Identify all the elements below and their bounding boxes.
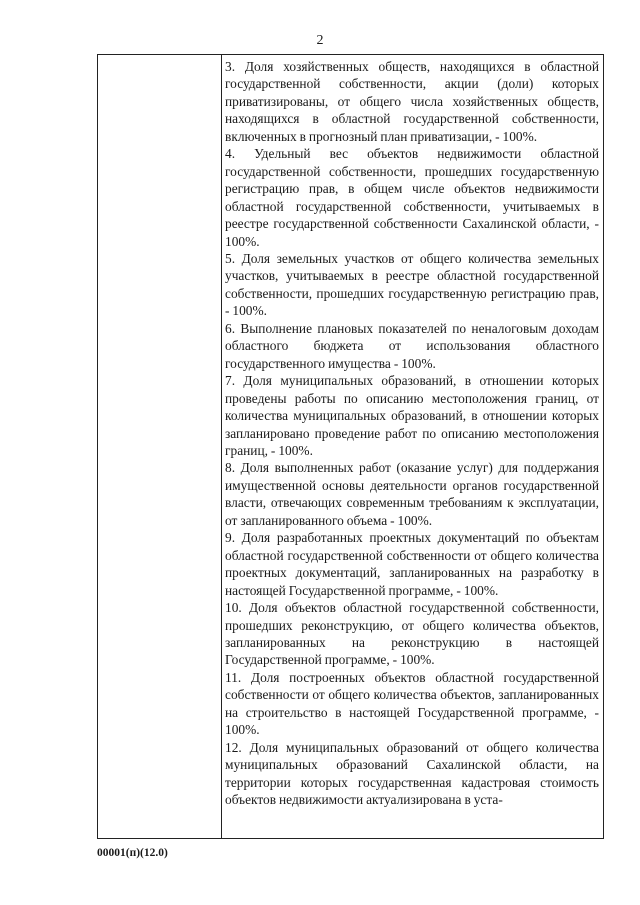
indicator-item: 5. Доля земельных участков от общего количества земельных участков, учитываемых в реестре областной государственной собственности, прошедших государственную регистрацию прав, - 100%.: [225, 250, 599, 319]
indicator-item: 4. Удельный вес объектов недвижимости областной государственной собственности, прошедших государственную регистрацию прав, в общем числе объектов недвижимости областной государственной собственности, учитываемых в реестре государственной собственности Сахалинской области, - 100%.: [225, 146, 599, 249]
indicator-item: 9. Доля разработанных проектных документаций по объектам областной государственной собственности от общего количества проектных документаций, запланированных на разработку в настоящей Государственной программе, - 100%.: [225, 530, 599, 598]
table-bottom-border: [98, 838, 603, 839]
indicator-item: 10. Доля объектов областной государственной собственности, прошедших реконструкцию, от общего количества объектов, запланированных на реконструкцию в настоящей Государственной программе, - 100%.: [225, 600, 599, 668]
indicators-cell: [225, 58, 599, 808]
indicator-item: 3. Доля хозяйственных обществ, находящихся в областной государственной собственности, акции (доли) которых приватизированы, от общего числа хозяйственных обществ, находящихся в областной государственной собственности, включенных в прогнозный план приватизации, - 100%.: [225, 59, 599, 144]
page-number: 2: [316, 33, 324, 48]
indicator-item: 11. Доля построенных объектов областной государственной собственности от общего количества объектов, запланированных на строительство в настоящей Государственной программе, - 100%.: [225, 669, 599, 738]
indicator-item: 6. Выполнение плановых показателей по неналоговым доходам областного бюджета от использования областного государственного имущества - 100%.: [225, 320, 599, 371]
document-code: 00001(п)(12.0): [97, 847, 168, 859]
indicator-item: 8. Доля выполненных работ (оказание услуг) для поддержания имущественной основы деятельности органов государственной власти, отвечающих современным требованиям к эксплуатации, от запланированного объема - 100%.: [225, 460, 599, 528]
column-divider: [221, 55, 222, 839]
indicator-item: 12. Доля муниципальных образований от общего количества муниципальных образований Сахалинской области, на территории которых государственная кадастровая стоимость объектов недвижимости актуализирована в уста-: [225, 739, 599, 808]
document-table: [97, 54, 604, 839]
indicator-item: 7. Доля муниципальных образований, в отношении которых проведены работы по описанию местоположения границ, от количества муниципальных образований, в отношении которых запланировано проведение работ по описанию местоположения границ, - 100%.: [225, 373, 599, 458]
